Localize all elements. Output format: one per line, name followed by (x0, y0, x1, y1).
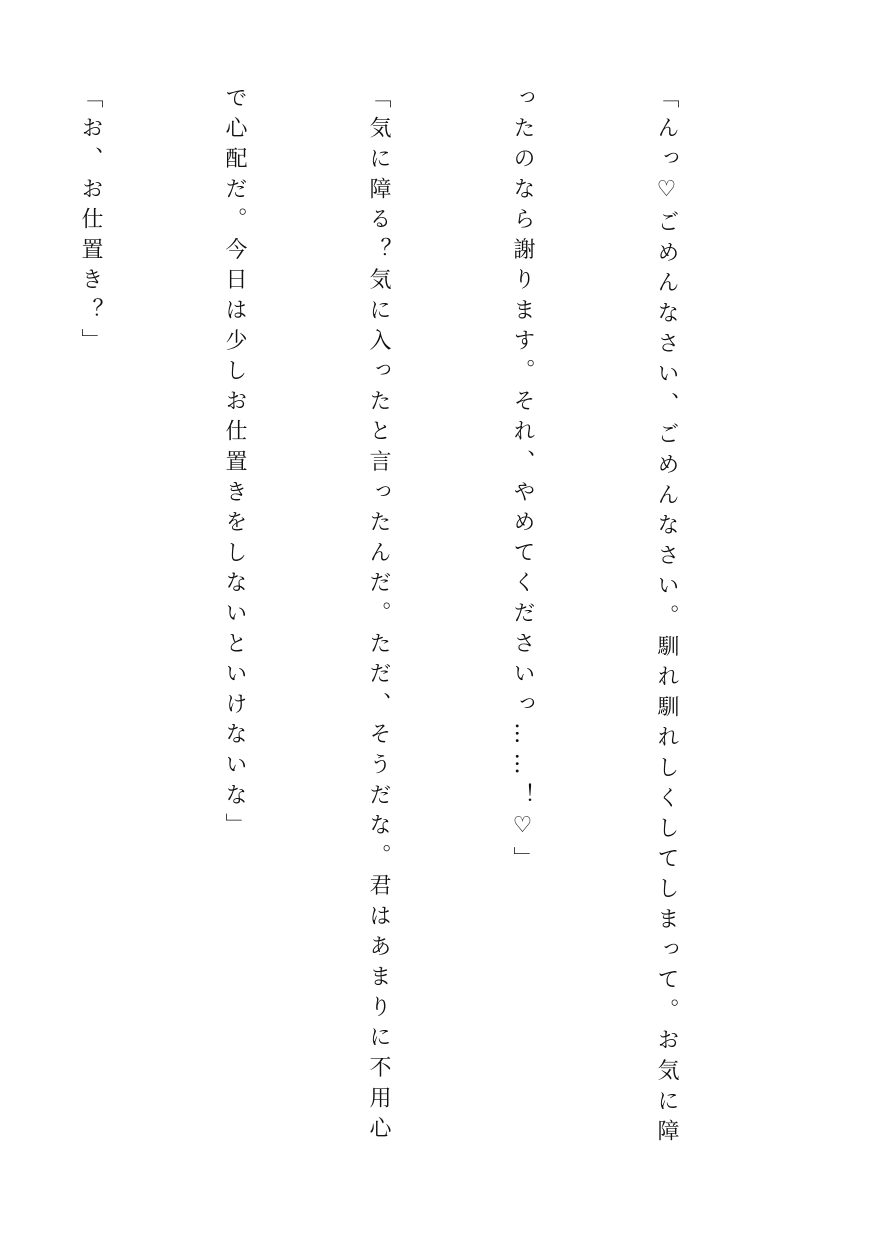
text-line-1: 「んっ♡ごめんなさい、ごめんなさい。馴れ馴れしくしてしまって。お気に障 (654, 86, 679, 1150)
text-line-4: で心配だ。今日は少しお仕置きをしないといけないな」 (222, 86, 247, 844)
text-line-2: ったのなら謝ります。それ、やめてくださいっ……！♡」 (510, 86, 535, 877)
text-line-5: 「お、お仕置き？」 (78, 86, 103, 359)
text-line-3: 「気に障る？気に入ったと言ったんだ。ただ、そうだな。君はあまりに不用心 (366, 86, 391, 1147)
vertical-text-body (0, 86, 786, 1166)
